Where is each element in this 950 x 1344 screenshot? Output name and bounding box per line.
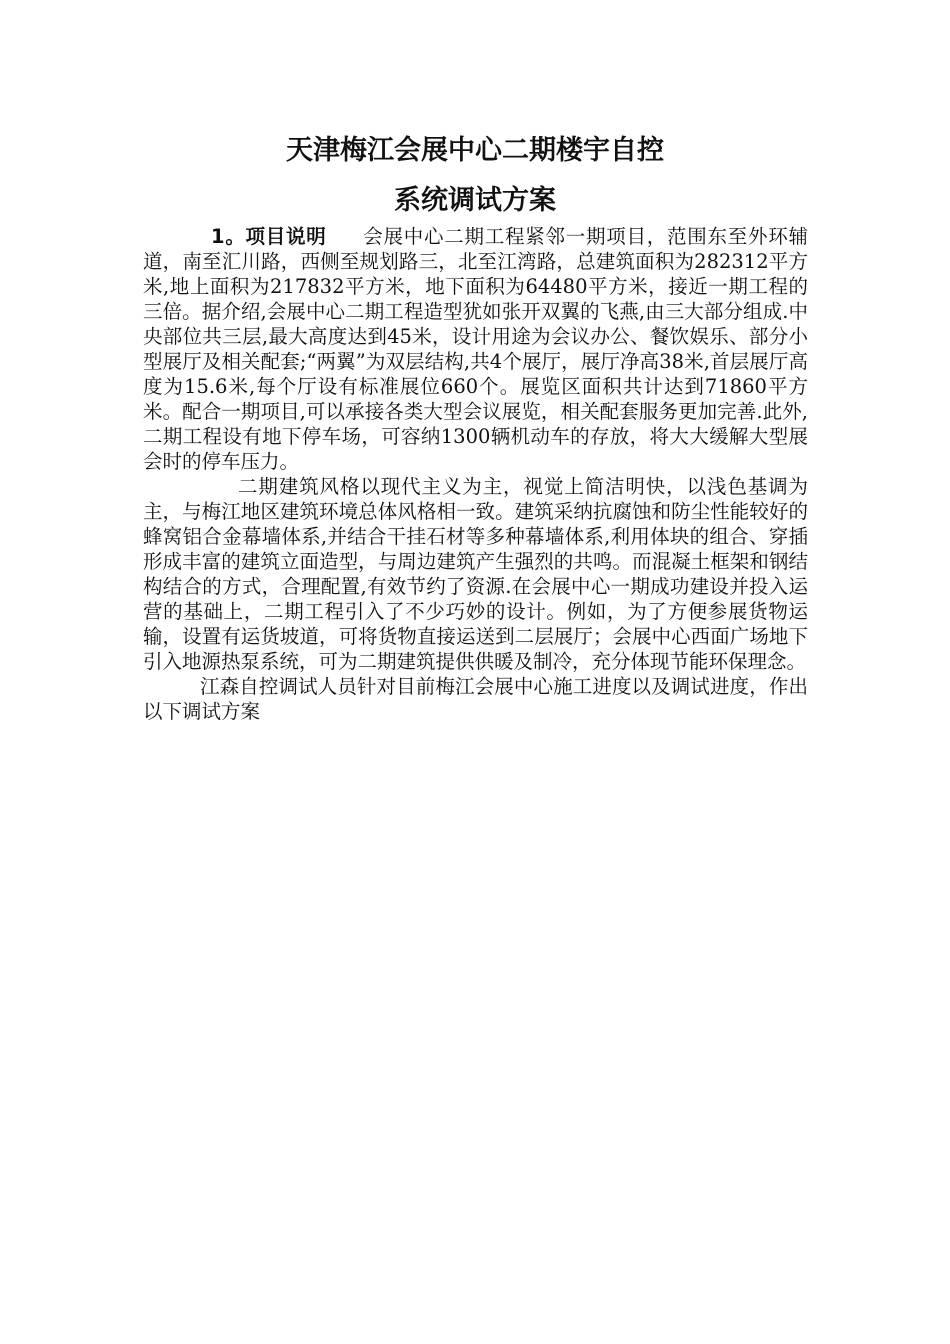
paragraph-project-description	[143, 224, 808, 474]
paragraph-1-text: 会展中心二期工程紧邻一期项目，范围东至外环辅道，南至汇川路，西侧至规划路三，北至江湾路，总建筑面积为282312平方米,地上面积为217832平方米，地下面积为64480平方米，接近一期工程的三倍。据介绍,会展中心二期工程造型犹如张开双翼的飞燕,由三大部分组成.中央部位共三层,最大高度达到45米，设计用途为会议办公、餐饮娱乐、部分小型展厅及相关配套;“两翼”为双层结构,共4个展厅，展厅净高38米,首层展厅高度为15.6米,每个厅设有标准展位660个。展览区面积共计达到71860平方米。配合一期项目,可以承接各类大型会议展览，相关配套服务更加完善.此外,二期工程设有地下停车场，可容纳1300辆机动车的存放，将大大缓解大型展会时的停车压力。	[143, 225, 808, 473]
document-title-line-1: 天津梅江会展中心二期楼宇自控	[286, 135, 664, 166]
paragraph-architecture-style: 二期建筑风格以现代主义为主，视觉上简洁明快，以浅色基调为主，与梅江地区建筑环境总体风格相一致。建筑采纳抗腐蚀和防尘性能较好的蜂窝铝合金幕墙体系,并结合干挂石材等多种幕墙体系,利用体块的组合、穿插形成丰富的建筑立面造型，与周边建筑产生强烈的共鸣。而混凝土框架和钢结构结合的方式，合理配置,有效节约了资源.在会展中心一期成功建设并投入运营的基础上，二期工程引入了不少巧妙的设计。例如，为了方便参展货物运输，设置有运货坡道，可将货物直接运送到二层展厅；会展中心西面广场地下引入地源热泵系统，可为二期建筑提供供暖及制冷，充分体现节能环保理念。	[143, 475, 808, 673]
document-body	[143, 224, 808, 724]
paragraph-commissioning-plan: 江森自控调试人员针对目前梅江会展中心施工进度以及调试进度，作出以下调试方案	[143, 675, 808, 723]
section-heading-project-description: 1。项目说明	[211, 225, 327, 248]
document-title-line-2: 系统调试方案	[394, 185, 556, 216]
